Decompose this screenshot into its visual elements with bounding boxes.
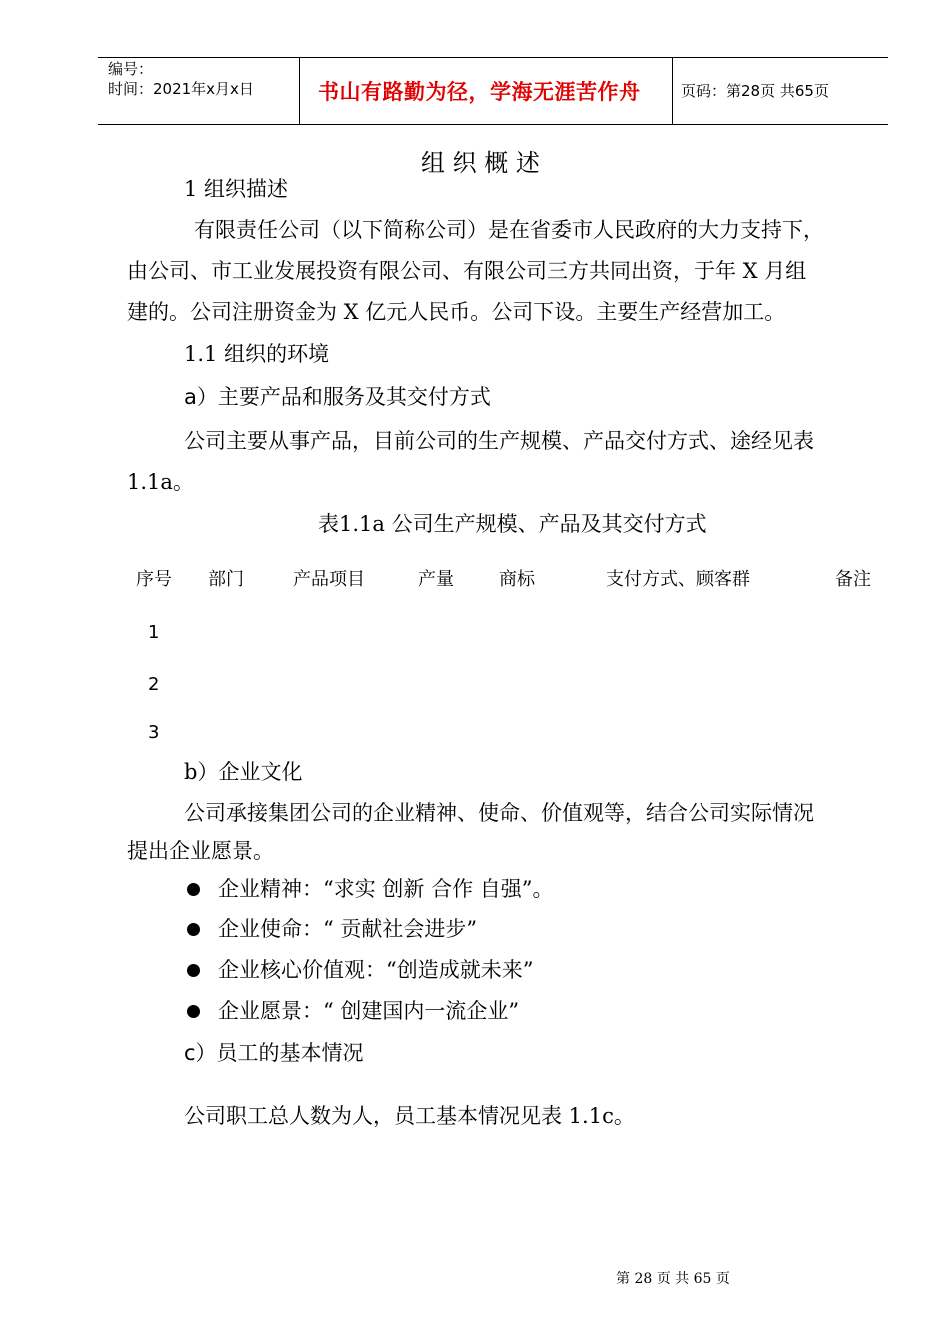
section-heading-1-1: 1.1 组织的环境 [184,342,330,366]
bullet-dot-icon [187,964,200,977]
table-caption-text: 1.1a 公司生产规模、产品及其交付方式 [339,512,707,536]
table-row-number: 1 [148,622,160,643]
table-row-number: 2 [148,674,160,695]
page-footer: 第 28 页 共 65 页 [616,1271,730,1287]
table-header-cell: 支付方式、顾客群 [606,569,750,590]
paragraph-1-line-3 [127,291,785,333]
bullet-item: 企业使命：“ 贡献社会进步” [218,917,478,941]
bullet-dot-icon [187,1005,200,1018]
table-caption-prefix: 表 [318,512,339,536]
paragraph-3-line-1: 公司承接集团公司的企业精神、使命、价值观等，结合公司实际情况 [184,801,814,825]
paragraph-1-line-2: 由公司、市工业发展投资有限公司、有限公司三方共同出资，于年 X 月组 [127,259,807,283]
header-bottom-border [98,124,888,125]
item-b-heading: b）企业文化 [184,760,303,784]
header-time: 时间：2021年x月x日 [108,80,254,98]
bullet-dot-icon [187,923,200,936]
item-c-heading: c）员工的基本情况 [184,1041,364,1065]
paragraph-1-line-1: 有限责任公司（以下简称公司）是在省委市人民政府的大力支持下， [194,218,824,242]
header-top-border [98,57,888,58]
paragraph-3-line-2: 提出企业愿景。 [127,839,274,863]
header-motto: 书山有路勤为径，学海无涯苦作舟 [318,79,641,104]
bullet-item: 企业愿景：“ 创建国内一流企业” [218,999,520,1023]
header-divider-left [299,57,300,125]
table-header-cell: 产量 [418,569,454,590]
bullet-dot-icon [187,883,200,896]
table-header-cell: 备注 [835,569,871,590]
header-divider-right [672,57,673,125]
paragraph-4: 公司职工总人数为人，员工基本情况见表 1.1c。 [184,1104,635,1128]
bullet-item: 企业精神：“求实 创新 合作 自强”。 [218,877,554,901]
paragraph-2-line-2: 1.1a。 [127,470,194,494]
page-title: 组 织 概 述 [421,149,540,177]
section-heading-1: 1 组织描述 [184,177,289,201]
table-header-cell: 部门 [208,569,244,590]
paragraph-1-line-3c: 。主要生产经营加工。 [575,300,786,324]
table-header-cell: 序号 [136,569,172,590]
table-row-number: 3 [148,722,160,743]
paragraph-1-line-3a: 建的。公司注册资金为 X 亿元人民币。 [127,300,492,324]
header-number-label: 编号： [108,60,154,78]
header-page-info: 页码：第28页 共65页 [681,82,829,100]
table-caption [318,503,707,545]
paragraph-1-line-3b: 公司下设 [491,300,576,324]
table-header-cell: 商标 [499,569,535,590]
paragraph-2-line-1: 公司主要从事产品，目前公司的生产规模、产品交付方式、途经见表 [184,429,814,453]
table-header-cell: 产品项目 [293,569,365,590]
bullet-item: 企业核心价值观：“创造成就未来” [218,958,534,982]
item-a-heading: a）主要产品和服务及其交付方式 [184,385,491,409]
